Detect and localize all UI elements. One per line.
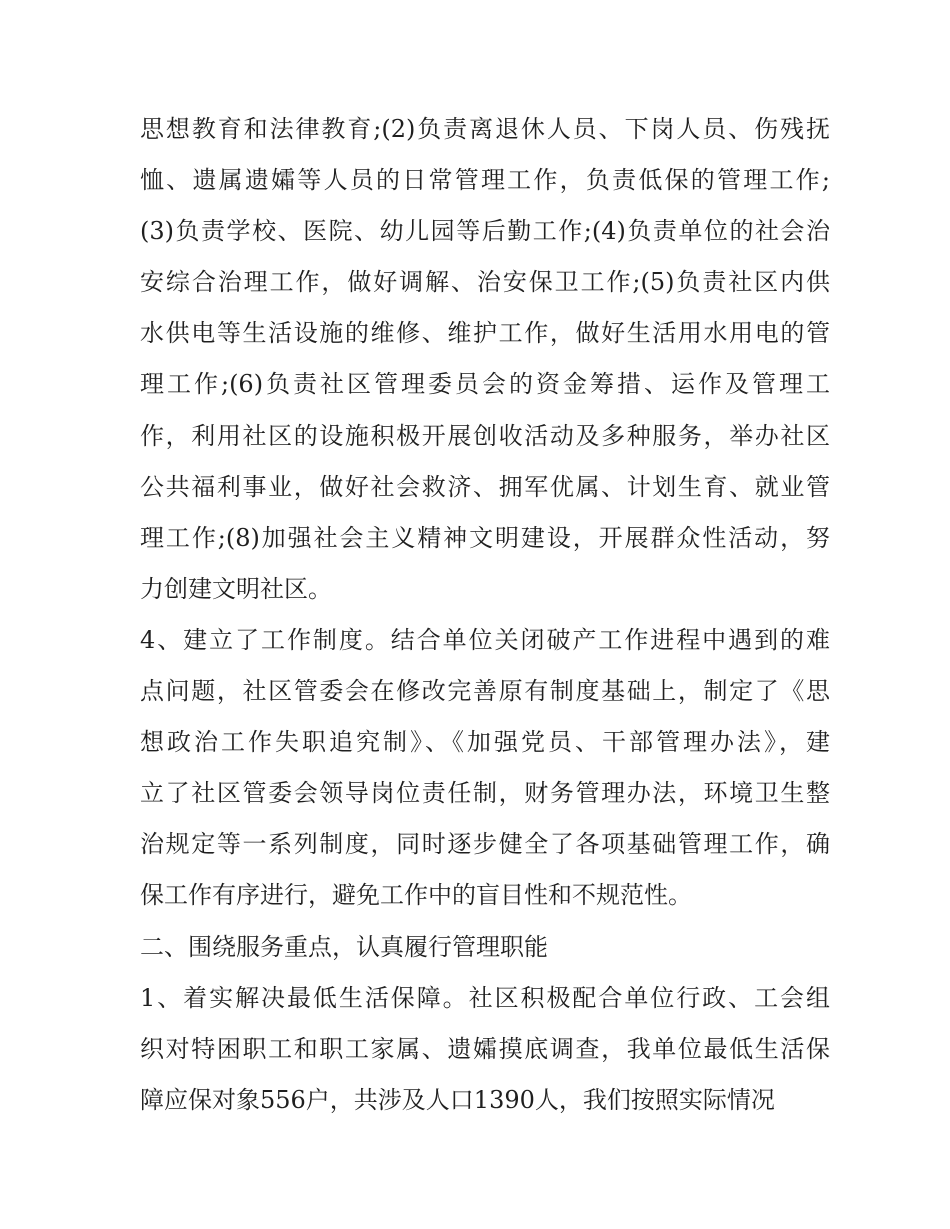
body-text	[140, 104, 830, 1126]
text-line-19: 织对特困职工和职工家属、遗孀摸底调查，我单位最低生活保	[140, 1034, 830, 1063]
text-line-10: 力创建文明社区。	[140, 574, 332, 603]
text-line-8: 公共福利事业，做好社会救济、拥军优属、计划生育、就业管	[140, 472, 830, 501]
text-line-6: 理工作;(6)负责社区管理委员会的资金筹措、运作及管理工	[140, 370, 830, 399]
text-line-13: 想政治工作失职追究制》、《加强党员、干部管理办法》，建	[140, 728, 830, 757]
text-line-12: 点问题，社区管委会在修改完善原有制度基础上，制定了《思	[140, 677, 830, 706]
section-heading: 二、围绕服务重点，认真履行管理职能	[140, 932, 548, 961]
text-line-11: 4、建立了工作制度。结合单位关闭破产工作进程中遇到的难	[140, 625, 830, 654]
text-line-18: 1、着实解决最低生活保障。社区积极配合单位行政、工会组	[140, 983, 830, 1012]
text-line-9: 理工作;(8)加强社会主义精神文明建设，开展群众性活动，努	[140, 523, 830, 552]
text-line-16: 保工作有序进行，避免工作中的盲目性和不规范性。	[140, 881, 692, 910]
text-line-15: 治规定等一系列制度，同时逐步健全了各项基础管理工作，确	[140, 830, 830, 859]
text-line-3: (3)负责学校、医院、幼儿园等后勤工作;(4)负责单位的社会治	[140, 217, 830, 246]
text-line-2: 恤、遗属遗孀等人员的日常管理工作，负责低保的管理工作;	[140, 166, 830, 195]
text-line-7: 作，利用社区的设施积极开展创收活动及多种服务，举办社区	[140, 421, 830, 450]
text-line-1: 思想教育和法律教育;(2)负责离退休人员、下岗人员、伤残抚	[140, 115, 830, 143]
text-line-20: 障应保对象556户，共涉及人口1390人，我们按照实际情况	[140, 1085, 775, 1114]
text-line-4: 安综合治理工作，做好调解、治安保卫工作;(5)负责社区内供	[140, 268, 830, 297]
text-line-5: 水供电等生活设施的维修、维护工作，做好生活用水用电的管	[140, 319, 830, 348]
text-line-14: 立了社区管委会领导岗位责任制，财务管理办法，环境卫生整	[140, 779, 830, 808]
